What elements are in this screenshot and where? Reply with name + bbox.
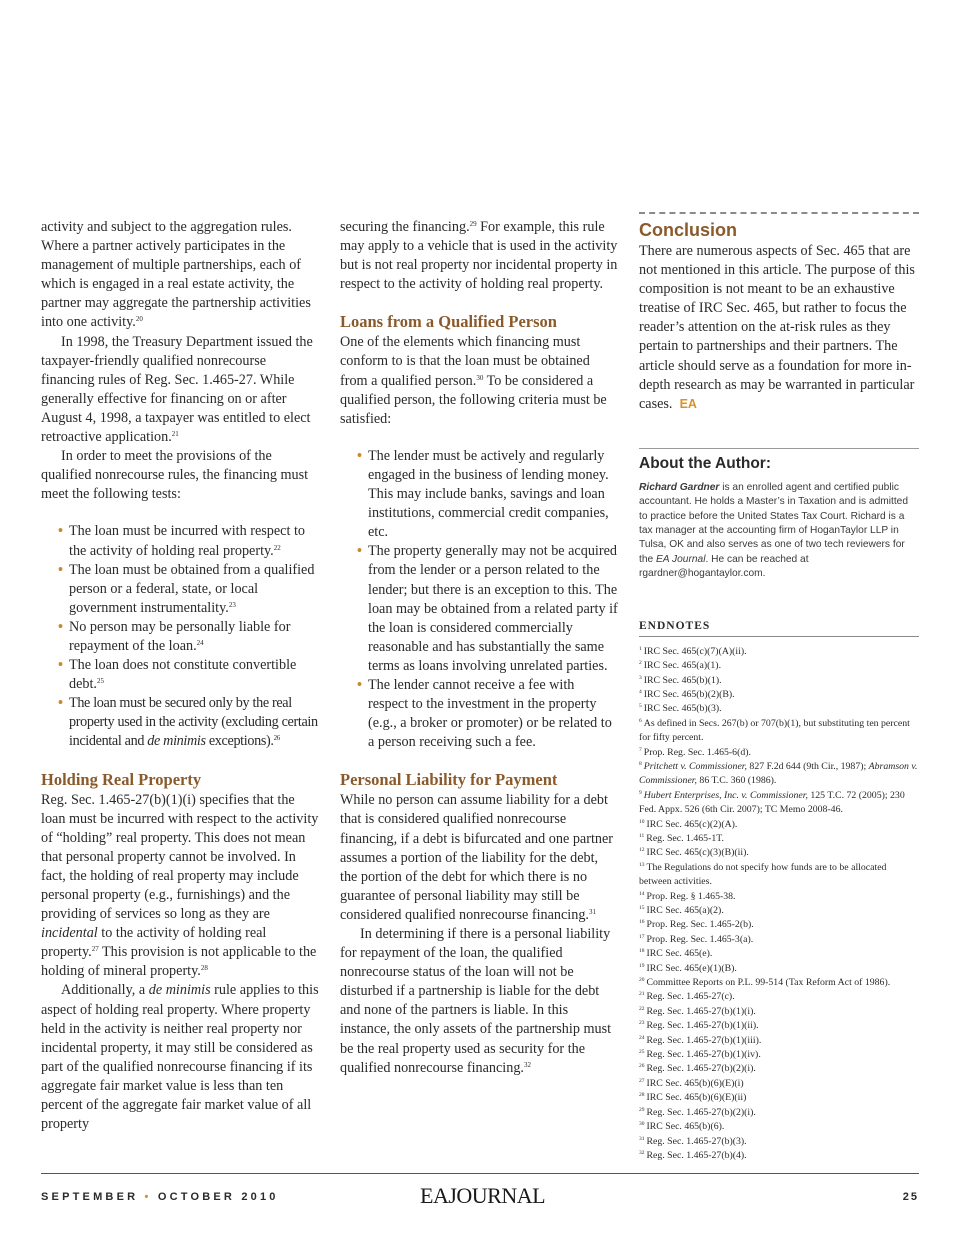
issue-date: SEPTEMBER • OCTOBER 2010: [41, 1191, 279, 1203]
endnote: $^8$ Pritchett v. Commissioner, 827 F.2d 644 (9th Cir., 1987); Abramson v. Commissioner, 86 T.C. 360 (1986).: [639, 760, 918, 787]
endnote: $^{23}$ Reg. Sec. 1.465-27(b)(1)(ii).: [639, 1020, 759, 1032]
list-item: • No person may be personally liable for repayment of the loan.$^{24}$: [58, 618, 291, 654]
endnote: $^{16}$ Prop. Reg. Sec. 1.465-2(b).: [639, 919, 754, 931]
endnote: $^{20}$ Committee Reports on P.L. 99-514 (Tax Reform Act of 1986).: [639, 977, 891, 989]
endnote: $^{24}$ Reg. Sec. 1.465-27(b)(1)(iii).: [639, 1034, 762, 1046]
list-item: • The lender cannot receive a fee with respect to the investment in the property (e.g., a broker or promoter) or be related to a person receiving such a fee.: [357, 676, 612, 751]
bullet-icon: •: [58, 695, 63, 712]
endnote: $^{22}$ Reg. Sec. 1.465-27(b)(1)(i).: [639, 1005, 756, 1017]
paragraph: Reg. Sec. 1.465-27(b)(1)(i) specifies that the loan must be incurred with respect to the activity of “holding” real property. This does not mean that personal property cannot be involved. In fact, the holding of real property may include personal property (e.g., furnishings) and the providing of services so long as they are incidental to the activity of holding real property.$^{27}$ This provision is not applicable to the holding of mineral property.$^{28}$: [41, 791, 319, 980]
paragraph: While no person can assume liability for a debt that is considered qualified nonrecourse financing, if a debt is bifurcated and one partner assumes a portion of the liability for the debt, the portion of the debt for which there is no guarantee of personal liability may still be considered qualified nonrecourse financing.$^{31}$: [340, 792, 613, 923]
endnote: $^9$ Hubert Enterprises, Inc. v. Commissioner, 125 T.C. 72 (2005); 230 Fed. Appx. 526 (6th Cir. 2007); TC Memo 2008-46.: [639, 789, 905, 816]
endnote: $^{21}$ Reg. Sec. 1.465-27(c).: [639, 991, 735, 1003]
paragraph: In 1998, the Treasury Department issued the taxpayer-friendly qualified nonrecourse financing rules of Reg. Sec. 1.465-27. While generally effective for financing on or after August 4, 1998, a taxpayer was entitled to elect retroactive application.$^{21}$: [41, 333, 313, 446]
criteria-list: [340, 447, 618, 753]
dashed-divider: [639, 212, 919, 214]
endnote: $^{13}$ The Regulations do not specify how funds are to be allocated between activities.: [639, 861, 887, 888]
endnote: $^{29}$ Reg. Sec. 1.465-27(b)(2)(i).: [639, 1106, 756, 1118]
section-heading: Conclusion: [639, 220, 737, 240]
page-number: 25: [902, 1191, 919, 1203]
section-heading: Loans from a Qualified Person: [340, 312, 557, 332]
endnote: $^{19}$ IRC Sec. 465(e)(1)(B).: [639, 962, 737, 974]
endnote: $^{11}$ Reg. Sec. 1.465-1T.: [639, 832, 724, 844]
end-mark: EA: [679, 396, 697, 411]
endnote: $^3$ IRC Sec. 465(b)(1).: [639, 674, 722, 686]
endnote: $^7$ Prop. Reg. Sec. 1.465-6(d).: [639, 746, 751, 758]
endnote: $^{25}$ Reg. Sec. 1.465-27(b)(1)(iv).: [639, 1049, 761, 1061]
paragraph: In determining if there is a personal liability for repayment of the loan, the qualified nonrecourse status of the loan will not be disturbed if a partnership is liable for the debt and none of the partners is liable. In this instance, the only assets of the partnership must be the real property used as security for the qualified nonrecourse financing.$^{32}$: [340, 926, 612, 1076]
bullet-icon: •: [58, 523, 63, 540]
endnote: $^2$ IRC Sec. 465(a)(1).: [639, 660, 722, 672]
bullet-icon: •: [58, 561, 63, 578]
section-heading: Holding Real Property: [41, 769, 202, 789]
endnote: $^1$ IRC Sec. 465(c)(7)(A)(ii).: [639, 645, 747, 657]
tests-list: [41, 522, 319, 751]
footer-divider: [41, 1173, 919, 1174]
endnote: $^{26}$ Reg. Sec. 1.465-27(b)(2)(i).: [639, 1063, 756, 1075]
endnote: $^{28}$ IRC Sec. 465(b)(6)(E)(ii): [639, 1092, 747, 1104]
endnote: $^5$ IRC Sec. 465(b)(3).: [639, 703, 722, 715]
endnote: $^4$ IRC Sec. 465(b)(2)(B).: [639, 688, 735, 700]
list-item: • The loan must be secured only by the real property used in the activity (excluding certain incidental and de minimis exceptions).$^{26}$: [58, 695, 318, 750]
column-1: [41, 218, 319, 1134]
paragraph: In order to meet the provisions of the qualified nonrecourse rules, the financing must meet the following tests:: [41, 448, 309, 503]
endnote: $^{27}$ IRC Sec. 465(b)(6)(E)(i): [639, 1077, 744, 1089]
column-2: [340, 218, 618, 1078]
list-item: • The property generally may not be acquired from the lender or a person related to the lender; but there is an exception to this. The loan may be obtained from a related party if the loan is considered commercially reasonable and has substantially the same terms as loans involving unrelated parties.: [357, 543, 618, 674]
endnote: $^{15}$ IRC Sec. 465(a)(2).: [639, 905, 724, 916]
section-heading: About the Author:: [639, 454, 771, 472]
column-3: [639, 218, 919, 1163]
endnote: $^{14}$ Prop. Reg. § 1.465-38.: [639, 890, 736, 902]
paragraph: securing the financing.$^{29}$ For example, this rule may apply to a vehicle that is used in the activity but is not real property nor incidental property in respect to the activity of holding real property.: [340, 219, 618, 293]
endnote: $^{17}$ Prop. Reg. Sec. 1.465-3(a).: [639, 933, 754, 945]
paragraph: Additionally, a de minimis rule applies to this aspect of holding real property. Where property held in the activity is neither real property nor incidental property, it may still be considered as part of the qualified nonrecourse financing if its aggregate fair market value is less than ten percent of the aggregate fair market value of all property: [41, 982, 319, 1133]
bullet-icon: •: [357, 447, 362, 464]
bullet-icon: •: [58, 657, 63, 674]
endnotes-continued: [639, 818, 919, 1164]
bullet-icon: •: [58, 618, 63, 635]
bullet-icon: •: [357, 543, 362, 560]
paragraph: One of the elements which financing must conform to is that the loan must be obtained from a qualified person.$^{30}$ To be considered a qualified person, the following criteria must be satisfied:: [340, 334, 607, 427]
endnotes-list: [639, 645, 919, 1164]
divider: [639, 636, 919, 637]
endnote: $^6$ As defined in Secs. 267(b) or 707(b)(1), but substituting ten percent for fifty percent.: [639, 717, 910, 744]
endnote: $^{31}$ Reg. Sec. 1.465-27(b)(3).: [639, 1135, 747, 1147]
paragraph: There are numerous aspects of Sec. 465 that are not mentioned in this article. The purpose of this composition is not meant to be an exhaustive treatise of IRC Sec. 465, but rather to focus the reader’s attention on the at-risk rules as they pertain to partnerships and their partners. The article should serve as a foundation for more in-depth research as may be warranted in particular cases. EA: [639, 243, 915, 412]
bullet-icon: •: [357, 676, 362, 693]
section-heading: ENDNOTES: [639, 619, 711, 632]
section-heading: Personal Liability for Payment: [340, 770, 558, 790]
list-item: • The loan must be obtained from a qualified person or a federal, state, or local government instrumentality.$^{23}$: [58, 561, 315, 616]
author-bio: Richard Gardner is an enrolled agent and certified public accountant. He holds a Master’s in Taxation and is admitted to practice before the United States Tax Court. Richard is a tax manager at the accounting firm of HoganTaylor LLP in Tulsa, OK and also serves as one of two tech reviewers for the EA Journal. He can be reached at rgardner@hogantaylor.com.: [639, 481, 908, 580]
paragraph: activity and subject to the aggregation rules. Where a partner actively participates in the management of multiple partnerships, each of which is engaged in a real estate activity, the partner may aggregate the partnership activities into one activity.$^{20}$: [41, 219, 311, 331]
journal-logo: EAJOURNAL: [420, 1183, 546, 1208]
list-item: • The loan must be incurred with respect to the activity of holding real property.$^{22}$: [58, 523, 305, 559]
list-item: • The lender must be actively and regularly engaged in the business of lending money. This may include banks, savings and loan institutions, commercial credit companies, etc.: [357, 447, 609, 541]
endnote: $^{18}$ IRC Sec. 465(e).: [639, 948, 713, 960]
endnote: $^{32}$ Reg. Sec. 1.465-27(b)(4).: [639, 1149, 747, 1161]
endnote: $^{30}$ IRC Sec. 465(b)(6).: [639, 1121, 725, 1133]
list-item: • The loan does not constitute convertible debt.$^{25}$: [58, 657, 297, 693]
endnote: $^{12}$ IRC Sec. 465(c)(3)(B)(ii).: [639, 847, 749, 859]
divider: [639, 448, 919, 449]
endnote: $^{10}$ IRC Sec. 465(c)(2)(A).: [639, 818, 738, 830]
